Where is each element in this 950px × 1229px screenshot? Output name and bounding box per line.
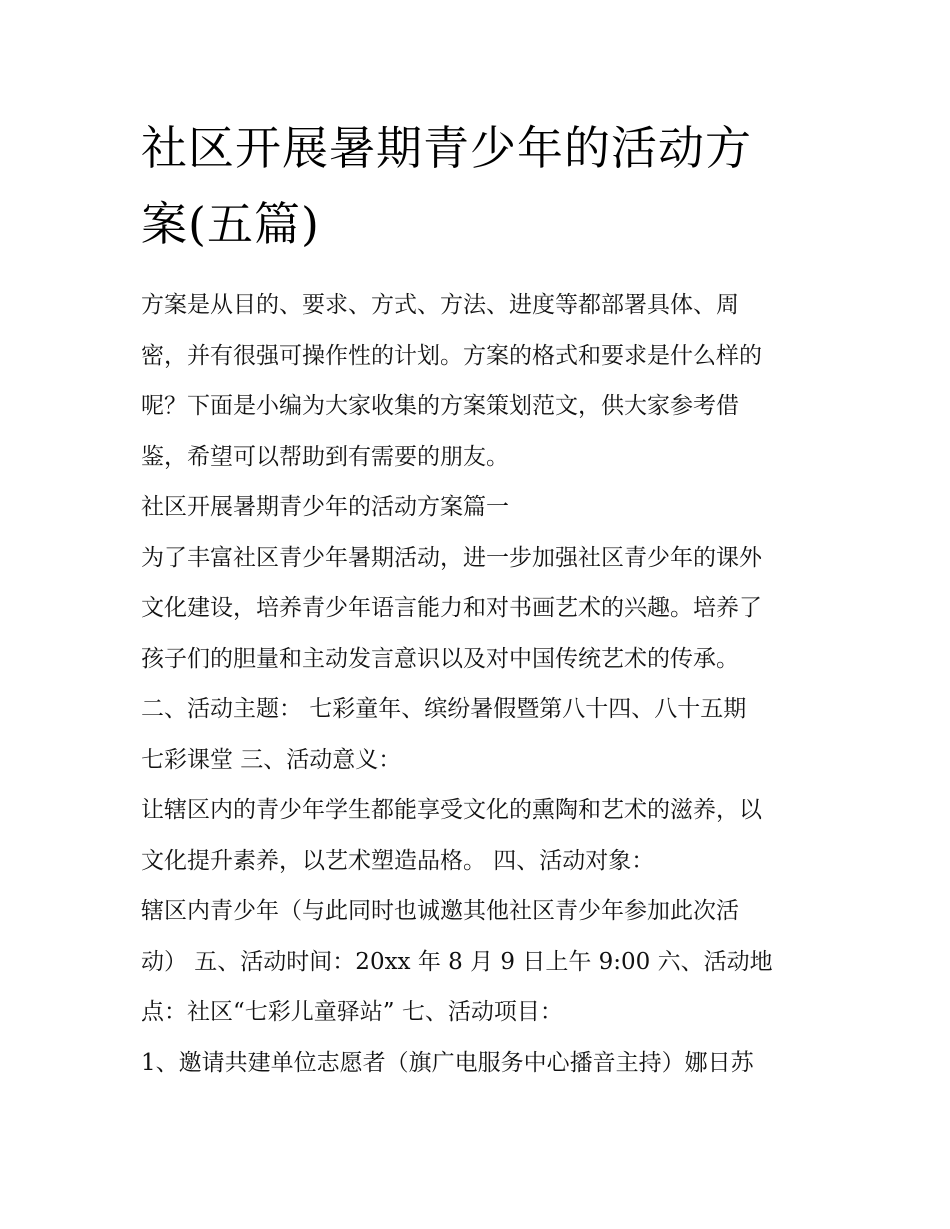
paragraph-line: 点：社区“七彩儿童驿站” 七、活动项目： bbox=[141, 999, 563, 1025]
intro-line: 方案是从目的、要求、方式、方法、进度等都部署具体、周 bbox=[141, 292, 739, 318]
document-page bbox=[141, 110, 831, 1088]
paragraph-line: 辖区内青少年（与此同时也诚邀其他社区青少年参加此次活 bbox=[141, 898, 739, 924]
document-body bbox=[141, 280, 831, 1088]
title-line: 社区开展暑期青少年的活动方 bbox=[141, 121, 752, 175]
intro-line: 呢？下面是小编为大家收集的方案策划范文，供大家参考借 bbox=[141, 393, 739, 419]
section-heading: 社区开展暑期青少年的活动方案篇一 bbox=[141, 494, 509, 520]
document-title bbox=[141, 110, 831, 262]
paragraph-line: 文化建设，培养青少年语言能力和对书画艺术的兴趣。培养了 bbox=[141, 595, 762, 621]
paragraph-line: 文化提升素养，以艺术塑造品格。 四、活动对象： bbox=[141, 847, 655, 874]
intro-line: 鉴，希望可以帮助到有需要的朋友。 bbox=[141, 443, 509, 470]
paragraph-line: 二、活动主题： 七彩童年、缤纷暑假暨第八十四、八十五期 bbox=[141, 696, 747, 722]
intro-line: 密，并有很强可操作性的计划。方案的格式和要求是什么样的 bbox=[141, 342, 762, 369]
paragraph-line: 动） 五、活动时间：20xx 年 8 月 9 日上午 9:00 六、活动地 bbox=[141, 948, 773, 975]
paragraph-line: 为了丰富社区青少年暑期活动，进一步加强社区青少年的课外 bbox=[141, 544, 762, 571]
paragraph-line: 孩子们的胆量和主动发言意识以及对中国传统艺术的传承。 bbox=[141, 645, 739, 672]
paragraph-line: 1、邀请共建单位志愿者（旗广电服务中心播音主持）娜日苏 bbox=[141, 1049, 754, 1076]
title-line: 案(五篇) bbox=[141, 197, 320, 251]
paragraph-line: 让辖区内的青少年学生都能享受文化的熏陶和艺术的滋养，以 bbox=[141, 797, 762, 823]
paragraph-line: 七彩课堂 三、活动意义： bbox=[141, 746, 402, 773]
